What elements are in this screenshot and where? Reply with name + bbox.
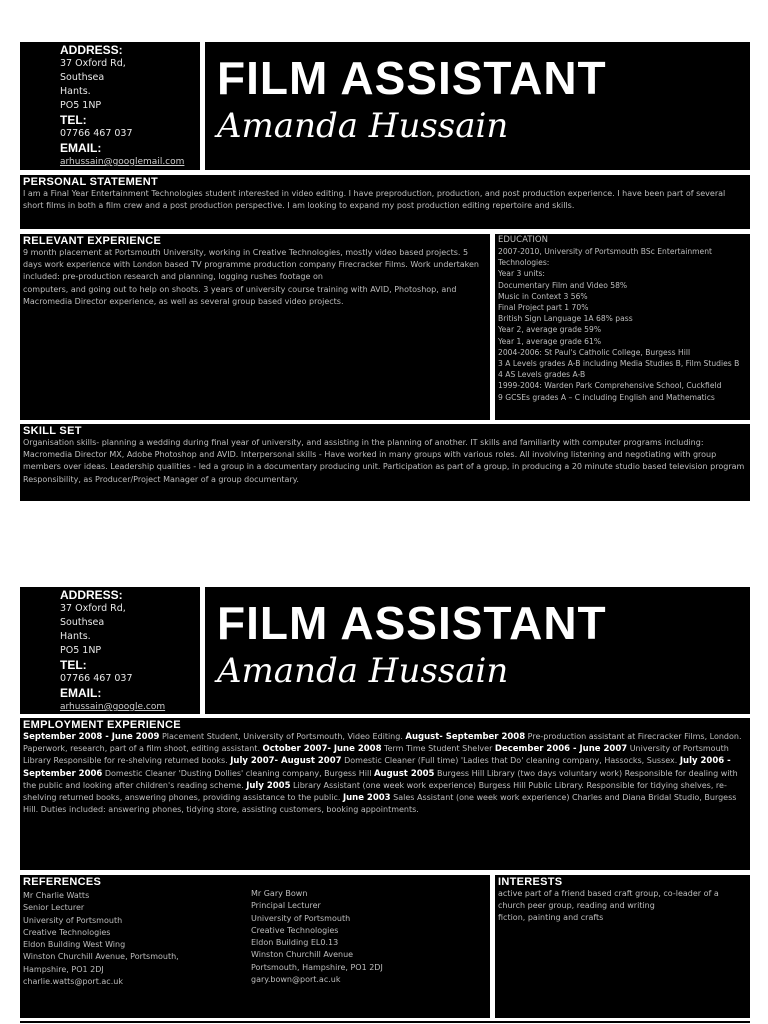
education-line: 3 A Levels grades A-B including Media Studies B, Film Studies B xyxy=(498,359,740,369)
title-panel xyxy=(205,42,750,170)
address-line: 37 Oxford Rd, xyxy=(60,603,126,614)
email-label: EMAIL: xyxy=(60,141,102,155)
job-title: FILM ASSISTANT xyxy=(217,597,607,649)
reference-line: Hampshire, PO1 2DJ xyxy=(23,964,104,974)
education-line: Year 2, average grade 59% xyxy=(498,325,602,335)
reference-line: Eldon Building West Wing xyxy=(23,940,126,950)
reference-line: gary.bown@port.ac.uk xyxy=(251,975,341,985)
employment-date: December 2006 - June 2007 xyxy=(494,744,628,755)
relevant-experience-text: 9 month placement at Portsmouth University, working in Creative Technologies, mostly video based projects. 5 days work experience with London based TV programme production company Firecracker Films. Work undertaken included: pre-production research and planning, logging rushes footage on computers, and going out to help on shoots. 3 years of university course training with AVID, Photoshop, and Macromedia Director experience, as well as several group based video projects. xyxy=(23,248,479,306)
reference-line: Creative Technologies xyxy=(251,925,339,935)
contact-panel xyxy=(20,587,200,714)
employment-date: October 2007- June 2008 xyxy=(262,744,382,755)
email-link[interactable]: arhussain@googlemail.com xyxy=(60,157,185,167)
employment-desc: Term Time Student Shelver xyxy=(381,744,495,754)
employment-desc: Sales Assistant (one week work experience) Charles and Diana Bridal Studio, Burgess Hill. Duties included: answering phones, tidying store, assisting customers, booking appointments. xyxy=(23,793,737,815)
email-link[interactable]: arhussain@google.com xyxy=(60,702,166,712)
address-line: Southsea xyxy=(60,617,105,628)
personal-statement-text: I am a Final Year Entertainment Technologies student interested in video editing. I have preproduction, production, and post production experience. I have been part of several short films in both a film crew and a post production perspective. I am looking to expand my post production editing repertoire and skills. xyxy=(23,189,726,211)
reference-line: Eldon Building EL0.13 xyxy=(251,938,339,948)
interests-heading: INTERESTS xyxy=(498,876,563,888)
employment-date: July 2005 xyxy=(246,780,291,791)
education-section xyxy=(495,234,750,420)
tel-value: 07766 467 037 xyxy=(60,673,133,684)
reference-line: charlie.watts@port.ac.uk xyxy=(23,977,123,987)
job-title: FILM ASSISTANT xyxy=(217,52,607,104)
reference-line: University of Portsmouth xyxy=(23,915,123,925)
employment-desc: Pre-production assistant at Firecracker Films, London. Paperwork, research, part of a film shoot, editing assistant. xyxy=(23,732,742,754)
education-line: 4 AS Levels grades A-B xyxy=(498,370,586,380)
education-line: 2007-2010, University of Portsmouth BSc Entertainment Technologies: xyxy=(498,247,713,268)
applicant-name: Amanda Hussain xyxy=(217,106,509,146)
reference-line: Mr Charlie Watts xyxy=(23,891,90,900)
employment-text xyxy=(23,731,747,816)
reference-line: Mr Gary Bown xyxy=(251,889,308,898)
reference-line: Portsmouth, Hampshire, PO1 2DJ xyxy=(251,962,383,972)
skill-set-section xyxy=(20,424,750,501)
reference-line: Senior Lecturer xyxy=(23,903,85,913)
address-line: 37 Oxford Rd, xyxy=(60,58,126,69)
employment-date: August- September 2008 xyxy=(405,732,526,742)
employment-date: June 2003 xyxy=(342,793,391,804)
reference-line: Creative Technologies xyxy=(23,927,111,937)
interests-text: active part of a friend based craft group, co-leader of a church peer group, reading and writing fiction, painting and crafts xyxy=(498,889,719,923)
employment-section xyxy=(20,718,750,870)
references-heading: REFERENCES xyxy=(23,876,102,888)
address-line: PO5 1NP xyxy=(60,100,102,111)
email-label: EMAIL: xyxy=(60,686,102,700)
relevant-experience-heading: RELEVANT EXPERIENCE xyxy=(23,235,162,247)
relevant-experience-section xyxy=(20,234,490,420)
employment-desc: Domestic Cleaner 'Dusting Dollies' cleaning company, Burgess Hill xyxy=(102,768,374,778)
reference-line: Principal Lecturer xyxy=(251,901,321,911)
reference-line: University of Portsmouth xyxy=(251,913,351,923)
tel-value: 07766 467 037 xyxy=(60,128,133,139)
education-line: British Sign Language 1A 68% pass xyxy=(498,314,633,324)
reference-line: Winston Churchill Avenue, Portsmouth, xyxy=(23,952,179,962)
education-line: Year 1, average grade 61% xyxy=(498,336,602,346)
page-bottom-rule xyxy=(20,1021,750,1023)
employment-heading: EMPLOYMENT EXPERIENCE xyxy=(23,719,181,731)
employment-desc: Domestic Cleaner (Full time) 'Ladies that Do' cleaning company, Hassocks, Sussex. xyxy=(341,756,680,766)
interests-section xyxy=(495,875,750,1018)
employment-date: July 2007- August 2007 xyxy=(230,756,342,767)
education-line: Documentary Film and Video 58% xyxy=(498,280,628,290)
address-line: Southsea xyxy=(60,72,105,83)
applicant-name: Amanda Hussain xyxy=(217,651,509,691)
reference-line: Winston Churchill Avenue xyxy=(251,950,354,960)
reference-2 xyxy=(251,888,383,986)
address-label: ADDRESS: xyxy=(60,43,123,57)
references-section xyxy=(20,875,490,1018)
employment-date: July 2006 - September 2006 xyxy=(23,756,731,779)
reference-1 xyxy=(23,890,179,988)
education-line: Final Project part 1 70% xyxy=(498,303,589,313)
employment-date: August 2005 xyxy=(373,768,435,779)
employment-desc: Burgess Hill Library (two days voluntary work) Responsible for dealing with the public and looking after children's reading scheme. xyxy=(23,768,738,790)
education-line: 1999-2004: Warden Park Comprehensive School, Cuckfield xyxy=(498,381,722,391)
address-label: ADDRESS: xyxy=(60,588,123,602)
address-line: Hants. xyxy=(60,631,91,642)
title-panel xyxy=(205,587,750,714)
education-line: Music in Context 3 56% xyxy=(498,291,588,301)
education-line: 9 GCSEs grades A – C including English and Mathematics xyxy=(498,392,715,402)
contact-panel xyxy=(20,42,200,170)
education-heading: EDUCATION xyxy=(498,235,548,245)
personal-statement-section xyxy=(20,175,750,229)
skill-set-heading: SKILL SET xyxy=(23,425,82,437)
address-line: Hants. xyxy=(60,86,91,97)
tel-label: TEL: xyxy=(60,658,87,672)
tel-label: TEL: xyxy=(60,113,87,127)
education-line: Year 3 units: xyxy=(498,269,545,279)
skill-set-text: Organisation skills- planning a wedding during final year of university, and assisting in the planning of another. IT skills and familiarity with computer programs including: Macromedia Director MX, Adobe Photoshop and AVID. Interpersonal skills - Have worked in many groups with various roles. All involving listening and negotiating with group members over ideas. Leadership qualities - led a group in a documentary producing unit. Participation as part of a group, in producing a 20 minute studio based television program Responsibility, as Producer/Project Manager of a group documentary. xyxy=(23,438,745,484)
education-line: 2004-2006: St Paul's Catholic College, Burgess Hill xyxy=(498,347,691,357)
employment-desc: Placement Student, University of Portsmouth, Video Editing. xyxy=(159,732,406,741)
address-line: PO5 1NP xyxy=(60,645,102,656)
employment-desc: University of Portsmouth Library Responsible for re-shelving returned books. xyxy=(23,744,729,766)
personal-statement-heading: PERSONAL STATEMENT xyxy=(23,176,158,188)
employment-date: September 2008 - June 2009 xyxy=(23,732,160,742)
employment-desc: Library Assistant (one week work experience) Burgess Hill Public Library. Responsible for tidying shelves, re-shelving returned books, answering phones, providing assistance to the public. xyxy=(23,780,727,803)
